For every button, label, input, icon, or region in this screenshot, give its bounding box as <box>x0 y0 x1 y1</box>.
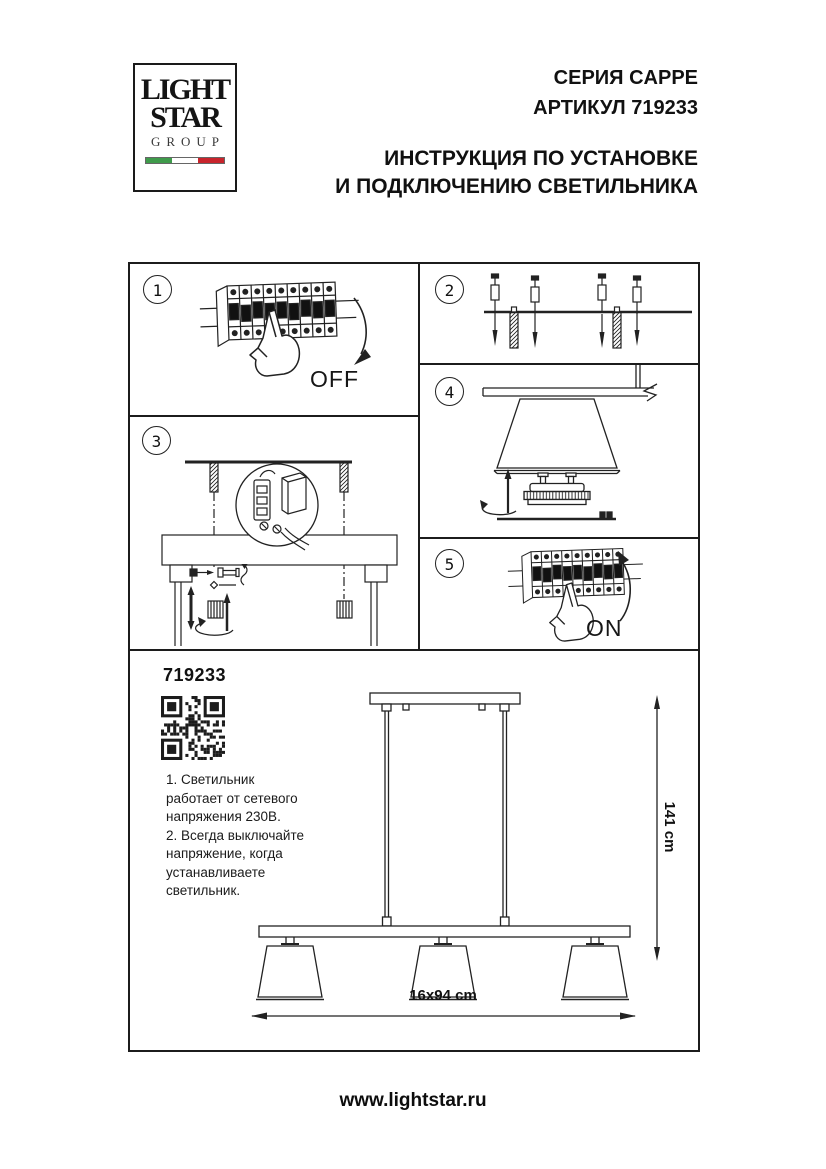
width-dimension-label: 16x94 cm <box>409 987 477 1004</box>
step-number-badge: 5 <box>435 549 464 578</box>
note-line: 2. Всегда выключайте <box>166 827 304 843</box>
title-line-2: И ПОДКЛЮЧЕНИЮ СВЕТИЛЬНИКА <box>335 175 698 198</box>
logo-word-light: LIGHT <box>140 73 230 106</box>
note-line: напряжения 230В. <box>166 809 281 824</box>
on-label: ON <box>586 615 623 641</box>
instruction-title <box>335 145 698 201</box>
off-label: OFF <box>310 366 359 392</box>
series-label: СЕРИЯ CAPPE <box>553 67 698 89</box>
step-number-badge: 3 <box>142 426 171 455</box>
ceiling-anchors-diagram <box>420 264 698 363</box>
step-number-badge: 2 <box>435 275 464 304</box>
article-label: АРТИКУЛ 719233 <box>533 97 698 119</box>
flag-red-segment <box>198 158 224 163</box>
step-number-badge: 4 <box>435 377 464 406</box>
step-number-badge: 1 <box>143 275 172 304</box>
title-line-1: ИНСТРУКЦИЯ ПО УСТАНОВКЕ <box>384 147 698 170</box>
logo-word-group: GROUP <box>150 134 226 149</box>
note-line: работает от сетевого <box>166 790 298 806</box>
note-line: светильник. <box>166 883 241 898</box>
step-panel-1 <box>130 264 420 417</box>
step-panel-5 <box>420 539 698 649</box>
flag-white-segment <box>172 158 198 163</box>
italian-flag-icon <box>145 157 225 164</box>
instruction-grid <box>128 262 700 1052</box>
note-line: устанавливаете <box>166 864 266 880</box>
series-article-block <box>533 63 698 123</box>
website-label: www.lightstar.ru <box>339 1090 487 1111</box>
step-panel-4 <box>420 365 698 539</box>
note-line: напряжение, когда <box>166 846 283 861</box>
flag-green-segment <box>146 158 172 163</box>
note-line: 1. Светильник <box>166 772 255 787</box>
product-panel <box>130 649 698 1050</box>
lightstar-logo <box>133 63 237 192</box>
safety-notes <box>166 771 336 901</box>
qr-code <box>161 696 225 760</box>
wiring-diagram <box>130 417 418 647</box>
breaker-off-diagram <box>130 264 418 415</box>
step-panel-2 <box>420 264 698 365</box>
logo-word-star: STAR <box>150 101 220 134</box>
step-panel-3 <box>130 417 420 649</box>
height-dimension-label: 141 cm <box>661 801 678 853</box>
product-article: 719233 <box>163 665 227 685</box>
